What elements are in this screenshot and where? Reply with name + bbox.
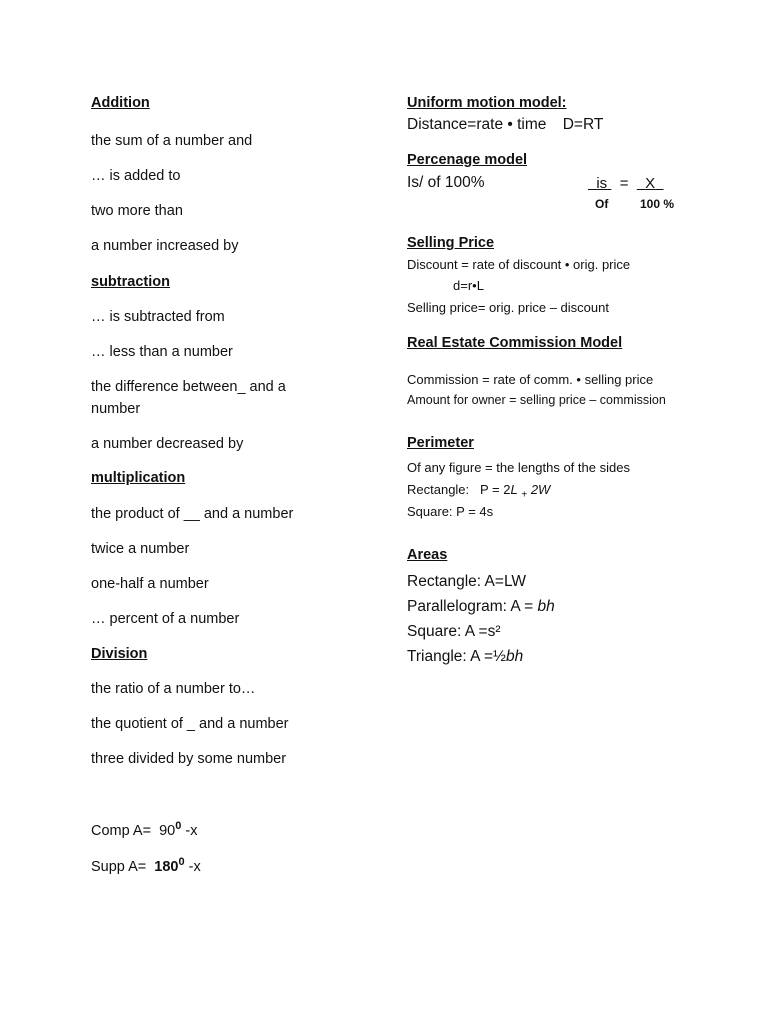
triangle-formula: bh: [505, 648, 524, 665]
perimeter-heading: Perimeter: [407, 435, 474, 451]
uniform-motion-line: [407, 116, 603, 134]
rectangle-w: 2W: [530, 482, 551, 497]
parallelogram-label: Parallelogram: A =: [407, 598, 538, 615]
supp-suffix: -x: [188, 858, 201, 875]
addition-heading: Addition: [91, 95, 150, 111]
supp-label: Supp A=: [91, 858, 147, 875]
perimeter-line: Of any figure = the lengths of the sides: [407, 460, 630, 475]
rectangle-label: Rectangle:: [407, 482, 470, 497]
fraction-denominator-of: Of: [595, 197, 609, 211]
uniform-motion-text: Distance=rate • time: [407, 116, 547, 133]
area-triangle: [407, 648, 523, 666]
comp-suffix: -x: [185, 822, 198, 839]
fraction-denominator-100: 100 %: [640, 197, 675, 211]
fraction-is-over-of: [588, 175, 664, 192]
area-square: Square: A =s²: [407, 623, 501, 640]
list-item: a number decreased by: [91, 436, 244, 452]
supp-degree: 0: [178, 856, 185, 868]
triangle-label: Triangle: A =½: [407, 648, 506, 665]
comp-degree: 0: [175, 820, 182, 832]
list-item: two more than: [91, 203, 183, 219]
supplementary-angle-formula: [91, 856, 201, 875]
list-item: twice a number: [91, 541, 190, 557]
list-item: one-half a number: [91, 576, 209, 592]
division-heading: Division: [91, 646, 148, 662]
perimeter-square: Square: P = 4s: [407, 504, 494, 519]
percentage-model-heading: Percenage model: [407, 152, 528, 168]
areas-heading: Areas: [407, 547, 448, 563]
list-item: the sum of a number and: [91, 133, 253, 149]
area-rectangle: Rectangle: A=LW: [407, 573, 527, 590]
area-parallelogram: [407, 598, 555, 616]
list-item: … less than a number: [91, 344, 233, 360]
complementary-angle-formula: [91, 820, 198, 839]
list-item: … is subtracted from: [91, 309, 225, 325]
selling-price-line: Discount = rate of discount • orig. price: [407, 257, 631, 272]
comp-label: Comp A=: [91, 822, 152, 839]
uniform-motion-formula: D=RT: [562, 116, 604, 133]
is-label: is: [596, 175, 608, 192]
perimeter-rectangle: [407, 482, 550, 501]
list-item: the quotient of _ and a number: [91, 716, 289, 732]
list-item: … is added to: [91, 168, 181, 184]
rectangle-l: L: [510, 482, 518, 497]
real-estate-heading: Real Estate Commission Model: [407, 335, 623, 351]
selling-price-heading: Selling Price: [407, 235, 495, 251]
supp-value: 180: [154, 858, 179, 875]
list-item: the difference between_ and a number: [91, 379, 286, 417]
subtraction-heading: subtraction: [91, 274, 170, 290]
real-estate-line: Commission = rate of comm. • selling price: [407, 372, 654, 387]
list-item: … percent of a number: [91, 611, 240, 627]
equals-sign: =: [619, 175, 629, 192]
parallelogram-formula: bh: [537, 598, 555, 615]
multiplication-heading: multiplication: [91, 470, 186, 486]
list-item: three divided by some number: [91, 751, 287, 767]
x-label: X: [645, 175, 656, 192]
rectangle-p: P = 2: [480, 482, 511, 497]
selling-price-line: Selling price= orig. price – discount: [407, 300, 609, 315]
percentage-model-line: Is/ of 100%: [407, 174, 485, 191]
list-item: a number increased by: [91, 238, 239, 254]
selling-price-formula: d=r•L: [453, 278, 484, 293]
real-estate-line: Amount for owner = selling price – commission: [407, 393, 666, 407]
plus-sign: +: [521, 489, 528, 501]
list-item: the ratio of a number to…: [91, 681, 256, 697]
uniform-motion-heading: Uniform motion model:: [407, 95, 567, 111]
list-item: the product of __ and a number: [91, 506, 294, 522]
comp-value: 90: [159, 822, 176, 839]
fraction-numerator-x: [637, 175, 664, 192]
fraction-numerator-is: [588, 175, 611, 192]
